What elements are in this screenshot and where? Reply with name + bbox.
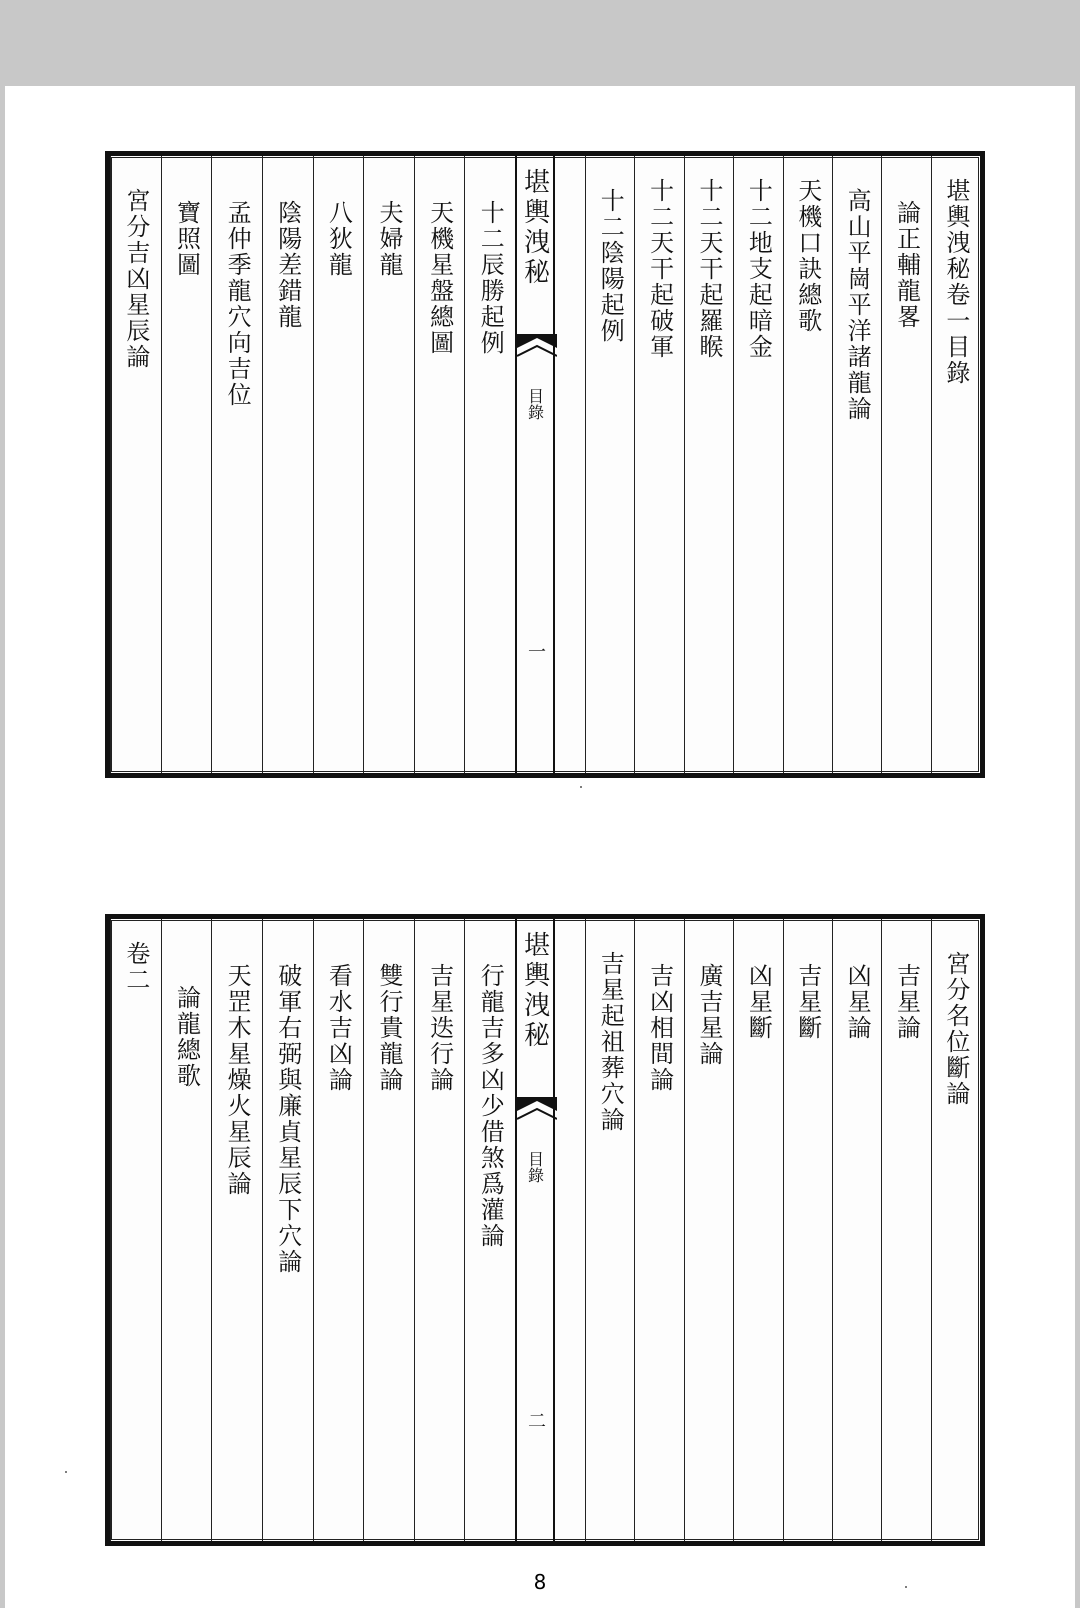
toc-entry: 天機星盤總圖 <box>414 156 465 773</box>
book-title: 堪輿洩秘 <box>519 931 550 1051</box>
contents-page-2 <box>105 914 985 1546</box>
page-number: 8 <box>533 1570 547 1594</box>
toc-entry: 破軍右弼與廉貞星辰下穴論 <box>262 919 313 1541</box>
toc-entry: 陰陽差錯龍 <box>262 156 313 773</box>
toc-entry: 論正輔龍畧 <box>881 156 930 773</box>
toc-entry: 寶照圖 <box>161 156 212 773</box>
toc-entry: 八狄龍 <box>313 156 364 773</box>
toc-entry: 看水吉凶論 <box>313 919 364 1541</box>
volume-title: 堪輿洩秘卷一目錄 <box>931 156 980 773</box>
fish-tail-mark <box>517 1097 557 1123</box>
toc-entry: 十二陰陽起例 <box>585 156 634 773</box>
scan-speck <box>65 1471 67 1473</box>
leaf-number: 一 <box>525 642 546 660</box>
volume-label: 卷二 <box>110 919 161 1541</box>
toc-entry: 孟仲季龍穴向吉位 <box>211 156 262 773</box>
toc-entry: 宮分名位斷論 <box>931 919 980 1541</box>
toc-entry: 吉星斷 <box>783 919 832 1541</box>
right-half-2 <box>585 919 980 1541</box>
center-strip-2 <box>515 919 555 1541</box>
toc-entry: 宮分吉凶星辰論 <box>110 156 161 773</box>
leaf-number: 二 <box>525 1411 546 1429</box>
right-half-1 <box>585 156 980 773</box>
toc-entry: 吉凶相間論 <box>634 919 683 1541</box>
toc-entry: 十二地支起暗金 <box>733 156 782 773</box>
toc-entry: 行龍吉多凶少借煞爲灌論 <box>464 919 515 1541</box>
toc-entry: 十二辰勝起例 <box>464 156 515 773</box>
scan-speck <box>905 1586 907 1588</box>
toc-entry: 凶星斷 <box>733 919 782 1541</box>
toc-entry: 高山平崗平洋諸龍論 <box>832 156 881 773</box>
center-strip-1 <box>515 156 555 773</box>
document-sheet <box>5 86 1075 1608</box>
toc-entry: 天機口訣總歌 <box>783 156 832 773</box>
toc-entry: 十二天干起破軍 <box>634 156 683 773</box>
toc-entry: 吉星論 <box>881 919 930 1541</box>
left-half-2 <box>110 919 515 1541</box>
toc-entry: 論龍總歌 <box>161 919 212 1541</box>
section-label: 目錄 <box>525 1151 545 1183</box>
toc-entry: 凶星論 <box>832 919 881 1541</box>
toc-entry: 天罡木星燥火星辰論 <box>211 919 262 1541</box>
book-title: 堪輿洩秘 <box>519 168 550 288</box>
left-half-1 <box>110 156 515 773</box>
toc-entry: 夫婦龍 <box>363 156 414 773</box>
toc-entry: 雙行貴龍論 <box>363 919 414 1541</box>
toc-entry: 吉星起祖葬穴論 <box>585 919 634 1541</box>
contents-page-1 <box>105 151 985 778</box>
toc-entry: 十二天干起羅睺 <box>684 156 733 773</box>
toc-entry: 廣吉星論 <box>684 919 733 1541</box>
section-label: 目錄 <box>525 388 545 420</box>
scan-speck <box>580 786 582 788</box>
toc-entry: 吉星迭行論 <box>414 919 465 1541</box>
fish-tail-mark <box>517 334 557 360</box>
